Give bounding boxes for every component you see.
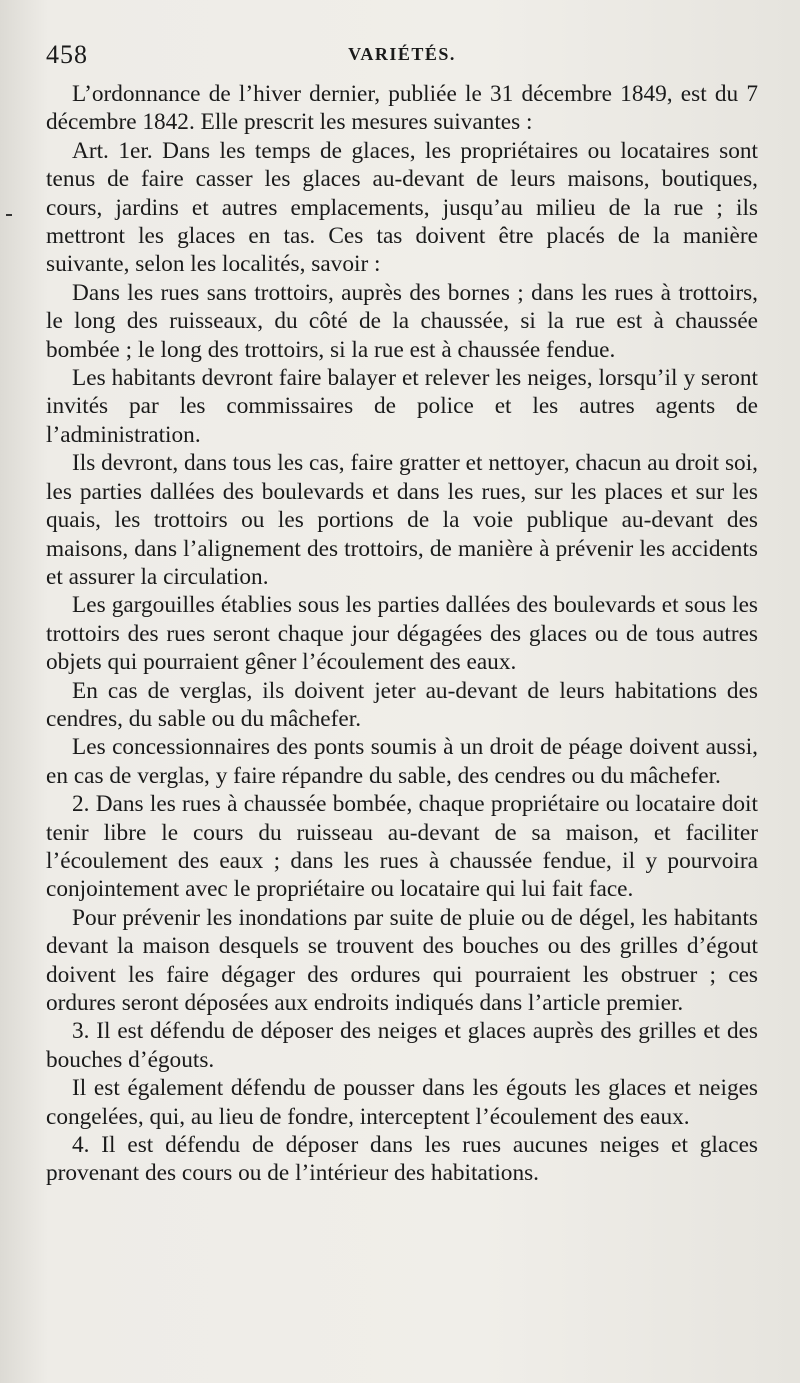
paragraph-article-1: Art. 1er. Dans les temps de glaces, les propriétaires ou locataires sont tenus de faire casser les glaces au-devant de leurs maisons, boutiques, cours, jardins et autres emplacements, jusqu’au milieu de la rue ; ils mettront les glaces en tas. Ces tas doivent être placés de la manière suivante, selon les localités, savoir : bbox=[46, 137, 758, 278]
paragraph-floods: Pour prévenir les inondations par suite de pluie ou de dégel, les habitants devant la maison desquels se trouvent des bouches ou des grilles d’égout doivent les faire dégager des ordures qui pourraient les obstruer ; ces ordures seront déposées aux endroits indiqués dans l’article premier. bbox=[46, 904, 758, 1016]
body-text bbox=[46, 80, 758, 1188]
paragraph-article-4: 4. Il est défendu de déposer dans les rues aucunes neiges et glaces provenant des cours ou de l’intérieur des habitations. bbox=[46, 1132, 758, 1187]
paragraph-sweeping: Les habitants devront faire balayer et relever les neiges, lorsqu’il y seront invités par les commissaires de police et les autres agents de l’administration. bbox=[46, 365, 758, 448]
paragraph-article-2: 2. Dans les rues à chaussée bombée, chaque propriétaire ou locataire doit tenir libre le cours du ruisseau au-devant de sa maison, et faciliter l’écoulement des eaux ; dans les rues à chaussée fendue, il y pourvoira conjointement avec le propriétaire ou locataire qui lui fait face. bbox=[46, 791, 758, 903]
paragraph-article-1-placement: Dans les rues sans trottoirs, auprès des bornes ; dans les rues à trottoirs, le long des ruisseaux, du côté de la chaussée, si la rue est à chaussée bombée ; le long des trottoirs, si la rue est à chaussée fendue. bbox=[46, 279, 758, 363]
running-title: VARIÉTÉS. bbox=[348, 44, 456, 64]
paragraph-article-3: 3. Il est défendu de déposer des neiges et glaces auprès des grilles et des bouches d’égouts. bbox=[46, 1018, 758, 1073]
paragraph-gargoyles: Les gargouilles établies sous les parties dallées des boulevards et sous les trottoirs des rues seront chaque jour dégagées des glaces ou de tous autres objets qui pourraient gêner l’écoulement des eaux. bbox=[46, 592, 758, 676]
running-head bbox=[46, 32, 758, 80]
page-number: 458 bbox=[46, 40, 88, 69]
paragraph-sewers: Il est également défendu de pousser dans les égouts les glaces et neiges congelées, qui, au lieu de fondre, interceptent l’écoulement des eaux. bbox=[46, 1075, 758, 1130]
paragraph-bridges: Les concessionnaires des ponts soumis à un droit de péage doivent aussi, en cas de verglas, y faire répandre du sable, des cendres ou du mâchefer. bbox=[46, 734, 758, 789]
paragraph-verglas: En cas de verglas, ils doivent jeter au-devant de leurs habitations des cendres, du sable ou du mâchefer. bbox=[46, 677, 758, 732]
margin-mark bbox=[6, 214, 12, 216]
paragraph-intro: L’ordonnance de l’hiver dernier, publiée le 31 décembre 1849, est du 7 décembre 1842. Elle prescrit les mesures suivantes : bbox=[46, 81, 758, 136]
paragraph-cleaning: Ils devront, dans tous les cas, faire gratter et nettoyer, chacun au droit soi, les parties dallées des boulevards et dans les rues, sur les places et sur les quais, les trottoirs ou les portions de la voie publique au-devant des maisons, dans l’alignement des trottoirs, de manière à prévenir les accidents et assurer la circulation. bbox=[46, 450, 758, 590]
